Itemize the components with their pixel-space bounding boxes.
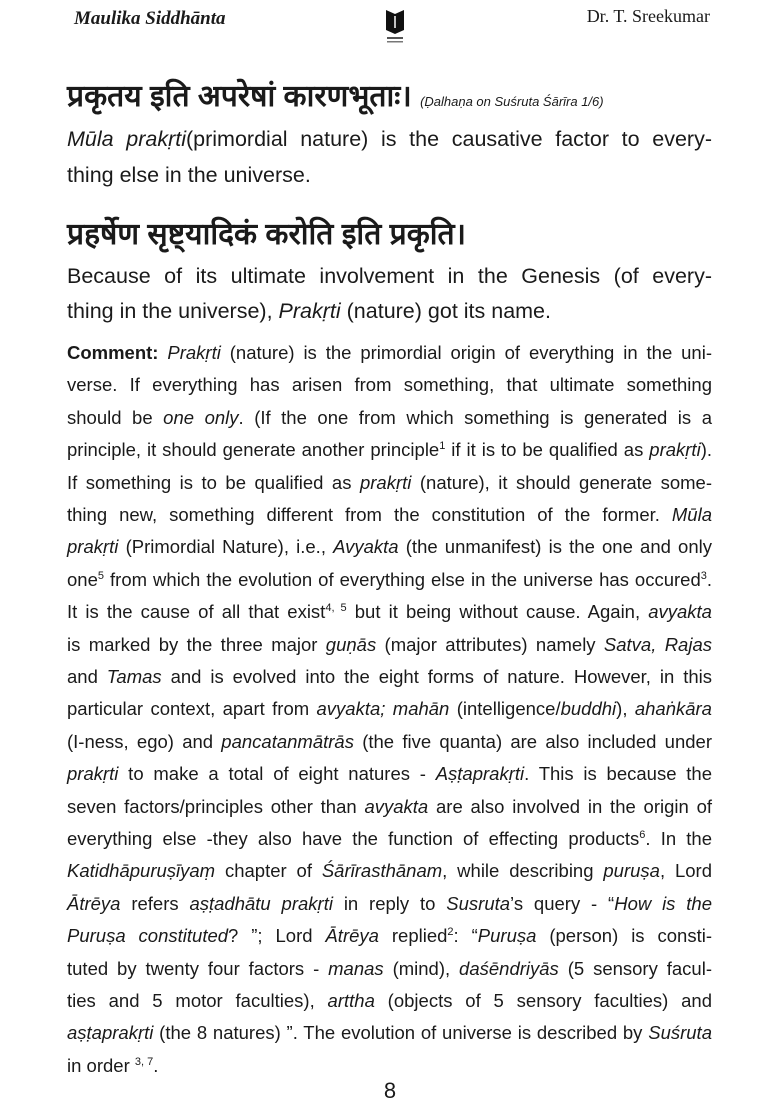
text-run: , while describing: [442, 860, 604, 882]
text-run: Prakṛti: [278, 299, 341, 323]
text-line: [67, 1022, 712, 1044]
footnote-ref: 6: [639, 828, 646, 841]
text-run: .: [153, 1054, 159, 1076]
text-line: [67, 763, 712, 785]
text-run: daśēndriyās: [459, 957, 559, 979]
text-line: [67, 925, 712, 947]
text-run: principle, it should generate another principle: [67, 439, 440, 461]
text-run: aṣṭaprakṛti: [67, 1022, 154, 1044]
verse-citation: (Ḍalhaṇa on Suśruta Śārīra 1/6): [420, 94, 604, 109]
text-run: in reply to: [332, 892, 447, 914]
verse-text: प्रहर्षेण सृष्ट्यादिकं करोति इति प्रकृति।: [67, 218, 466, 251]
text-run: .: [706, 568, 712, 590]
publisher-logo-icon: [384, 8, 406, 44]
text-line: [67, 990, 712, 1012]
text-run: Suśruta: [648, 1022, 712, 1044]
text-run: If something is to be qualified as: [67, 471, 360, 493]
text-run: Ātrēya: [67, 892, 121, 914]
text-run: Comment:: [67, 342, 168, 363]
text-run: guṇās: [325, 633, 377, 655]
text-run: (the unmanifest) is the one and only: [398, 536, 712, 558]
footnote-ref: 3: [700, 569, 707, 582]
text-run: , Lord: [659, 860, 713, 882]
text-run: tuted by twenty four factors -: [67, 957, 329, 979]
text-run: should be: [67, 406, 164, 428]
text-line: [67, 601, 712, 623]
text-run: one only: [163, 406, 239, 428]
text-run: prakṛti: [649, 439, 701, 461]
text-line: [67, 893, 712, 915]
text-run: replied: [378, 925, 448, 947]
text-run: pancatanmātrās: [221, 730, 354, 752]
text-run: prakṛti: [67, 536, 119, 558]
text-run: . (If the one from which something is generated is a: [238, 406, 712, 428]
text-run: (Primordial Nature), i.e.,: [118, 536, 334, 558]
text-run: How is the: [614, 892, 712, 914]
text-run: manas: [328, 957, 384, 979]
text-line: [67, 828, 712, 850]
text-run: (5 sensory facul-: [558, 957, 712, 979]
sanskrit-verse-2: [67, 212, 712, 253]
text-line: [67, 472, 712, 494]
text-run: (I-ness, ego) and: [67, 730, 222, 752]
text-run: (nature), it should generate some-: [411, 471, 712, 493]
text-run: if it is to be qualified as: [445, 439, 650, 461]
text-line: [67, 407, 712, 429]
text-run: Tamas: [106, 666, 162, 687]
text-run: . This is because the: [524, 763, 712, 785]
sanskrit-verse-1: [67, 74, 712, 115]
text-run: (the 8 natures) ”. The evolution of universe is described by: [153, 1022, 649, 1044]
text-line: [67, 536, 712, 558]
text-run: particular context, apart from: [67, 698, 317, 720]
text-line: [67, 666, 712, 688]
text-run: ? ”; Lord: [228, 925, 326, 947]
text-run: (objects of 5 sensory faculties) and: [374, 990, 712, 1011]
footnote-ref: 3, 7: [134, 1055, 154, 1068]
text-run: everything else -they also have the function of effecting products: [67, 828, 640, 849]
text-run: Aṣṭaprakṛti: [435, 763, 525, 785]
text-run: avyakta: [648, 601, 712, 623]
page-number: 8: [383, 1078, 397, 1103]
text-run: are also involved in the origin of: [428, 795, 712, 817]
text-run: ahaṅkāra: [634, 698, 712, 720]
text-run: Puruṣa: [477, 925, 537, 947]
text-run: Because of its ultimate involvement in the Genesis (of every-: [67, 264, 712, 288]
text-run: ),: [616, 698, 635, 720]
text-run: and: [67, 666, 107, 687]
text-run: thing in the universe),: [67, 299, 279, 323]
text-run: prakṛti: [359, 471, 412, 493]
text-run: one: [67, 568, 98, 590]
text-run: (mind),: [383, 957, 460, 979]
text-line: [67, 569, 712, 591]
text-run: Katidhāpuruṣīyaṃ: [67, 860, 216, 882]
text-line: [67, 163, 712, 188]
text-line: [67, 127, 712, 152]
text-run: : “: [453, 925, 478, 947]
text-run: ties and 5 motor faculties),: [67, 990, 328, 1011]
text-run: (major attributes) namely: [376, 633, 604, 655]
text-run: from which the evolution of everything else in the universe has occured: [104, 568, 701, 590]
author-name: Dr. T. Sreekumar: [586, 6, 710, 26]
text-line: [67, 374, 712, 396]
text-run: Ātrēya: [325, 925, 379, 947]
text-run: is marked by the three major: [67, 633, 326, 655]
text-line: [67, 439, 712, 461]
text-run: It is the cause of all that exist: [67, 601, 326, 623]
text-line: [67, 796, 712, 818]
text-run: in order: [67, 1054, 135, 1076]
footnote-ref: 4, 5: [325, 602, 347, 615]
footnote-ref: 2: [447, 926, 454, 939]
text-run: Mūla: [671, 504, 712, 525]
text-line: [67, 299, 712, 324]
text-line: [67, 958, 712, 980]
text-line: [67, 698, 712, 720]
text-run: Susruta: [446, 892, 511, 914]
text-run: Mūla prakṛti: [67, 127, 186, 151]
text-run: Prakṛti: [167, 342, 221, 363]
text-run: refers: [120, 892, 190, 914]
text-run: avyakta; mahān: [316, 698, 450, 720]
running-title: Maulika Siddhānta: [74, 8, 226, 29]
text-run: seven factors/principles other than: [67, 795, 365, 817]
text-line: [67, 731, 712, 753]
text-run: . In the: [645, 828, 712, 849]
text-line: [67, 264, 712, 289]
text-run: (person) is consti-: [536, 925, 712, 947]
text-line: [67, 504, 712, 526]
text-run: thing new, something different from the constitution of the former.: [67, 504, 672, 525]
text-run: verse. If everything has arisen from something, that ultimate something: [67, 374, 712, 396]
text-run: but it being without cause. Again,: [346, 601, 649, 623]
text-run: (the five quanta) are also included under: [353, 730, 712, 752]
text-run: prakṛti: [67, 763, 119, 785]
footnote-ref: 1: [439, 440, 446, 453]
text-run: Śārīrasthānam: [321, 860, 443, 882]
text-run: puruṣa: [603, 860, 660, 882]
text-run: Avyakta: [333, 536, 399, 558]
text-run: (nature) is the primordial origin of everything in the uni-: [220, 342, 712, 363]
text-run: (nature) got its name.: [340, 299, 551, 323]
text-run: and is evolved into the eight forms of nature. However, in this: [161, 666, 712, 687]
text-line: [67, 1055, 712, 1077]
text-run: aṣṭadhātu prakṛti: [189, 892, 333, 914]
text-run: to make a total of eight natures -: [118, 763, 436, 785]
footnote-ref: 5: [97, 569, 104, 582]
text-run: Satva, Rajas: [603, 633, 712, 655]
text-run: (intelligence/: [449, 698, 561, 720]
text-run: ).: [700, 439, 712, 461]
text-run: chapter of: [215, 860, 322, 882]
text-run: thing else in the universe.: [67, 163, 311, 187]
text-run: (primordial nature) is the causative factor to every-: [186, 127, 712, 151]
text-line: [67, 342, 712, 364]
text-run: arttha: [327, 990, 375, 1011]
text-run: ’s query - “: [510, 892, 615, 914]
text-run: avyakta: [364, 795, 429, 817]
text-run: Puruṣa constituted: [67, 925, 229, 947]
text-run: buddhi: [560, 698, 617, 720]
text-line: [67, 860, 712, 882]
verse-text: प्रकृतय इति अपरेषां कारणभूताः।: [67, 80, 412, 113]
text-line: [67, 634, 712, 656]
